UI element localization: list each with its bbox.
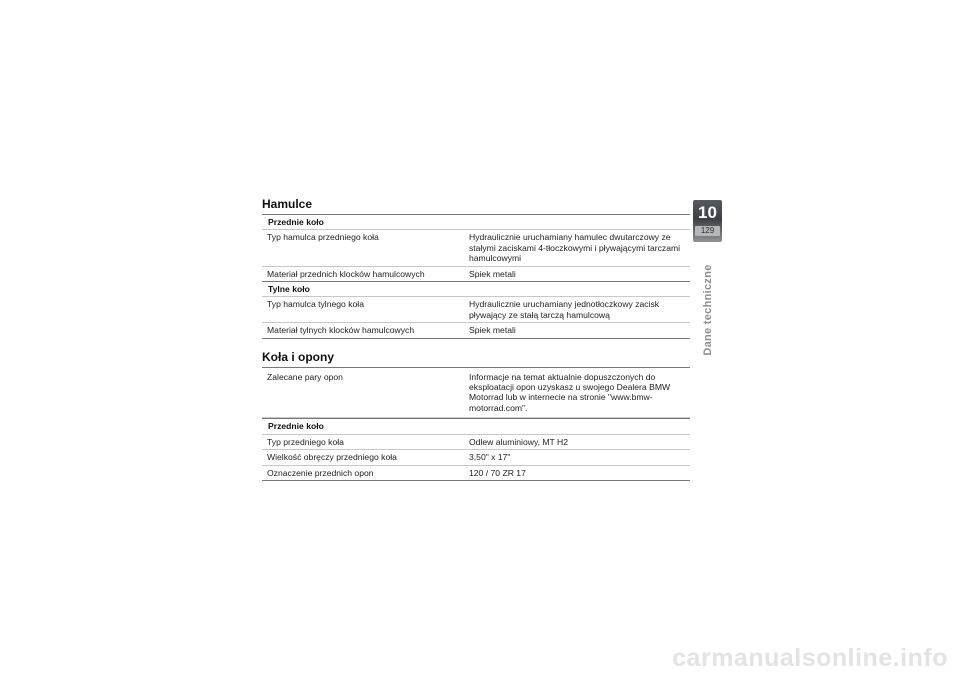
chapter-tab — [693, 200, 722, 242]
subheading-label: Przednie koło — [268, 217, 324, 227]
chapter-number: 10 — [698, 203, 717, 222]
row-label: Oznaczenie przednich opon — [267, 467, 374, 478]
section-title-brakes: Hamulce — [262, 197, 313, 211]
page-number: 129 — [695, 226, 720, 236]
row-value: Hydraulicznie uruchamiany hamulec dwutarczowy ze stałymi zaciskami 4-tłoczkowymi i pływającymi tarczami hamulcowymi — [469, 232, 681, 264]
watermark: carmanualsonline.info — [672, 644, 948, 672]
row-value: Odlew aluminiowy, MT H2 — [469, 436, 569, 447]
table-row — [262, 466, 690, 480]
chapter-side-label: Dane techniczne — [702, 264, 714, 356]
subheading-label: Tylne koło — [268, 284, 310, 295]
subheading-label: Przednie koło — [268, 421, 324, 432]
subheading-rear-wheel — [262, 282, 690, 297]
section-spacer — [262, 339, 690, 347]
table-row — [262, 267, 690, 282]
row-value: Hydraulicznie uruchamiany jednotłoczkowy zacisk pływający ze stałą tarczą hamulcową — [469, 299, 660, 320]
table-row — [262, 435, 690, 450]
row-value: Informacje na temat aktualnie dopuszczonych do eksploatacji opon uzyskasz u swojego Dealera BMW Motorrad lub w internecie na stronie "www.bmw-motorrad.com". — [469, 371, 671, 413]
row-value: 3,50" x 17" — [469, 452, 511, 463]
subheading-front-wheel — [262, 418, 690, 434]
wheels-table — [262, 367, 690, 481]
table-row — [262, 323, 690, 337]
row-label: Materiał tylnych klocków hamulcowych — [267, 325, 415, 336]
section-title-wheels: Koła i opony — [262, 349, 334, 364]
row-value: Spiek metali — [469, 325, 516, 336]
row-label: Typ hamulca przedniego koła — [267, 232, 379, 243]
row-label: Wielkość obręczy przedniego koła — [267, 452, 397, 463]
table-row — [262, 297, 690, 323]
subheading-front-wheel — [262, 215, 690, 230]
spec-content — [262, 194, 690, 481]
brakes-table — [262, 214, 690, 339]
row-label: Typ przedniego koła — [267, 436, 344, 447]
row-value: Spiek metali — [469, 268, 516, 279]
row-value: 120 / 70 ZR 17 — [469, 467, 526, 478]
table-row — [262, 230, 690, 266]
row-label: Materiał przednich klocków hamulcowych — [267, 268, 425, 279]
row-label: Zalecane pary opon — [267, 371, 343, 382]
row-label: Typ hamulca tylnego koła — [267, 299, 364, 310]
table-row — [262, 368, 690, 419]
table-row — [262, 450, 690, 465]
